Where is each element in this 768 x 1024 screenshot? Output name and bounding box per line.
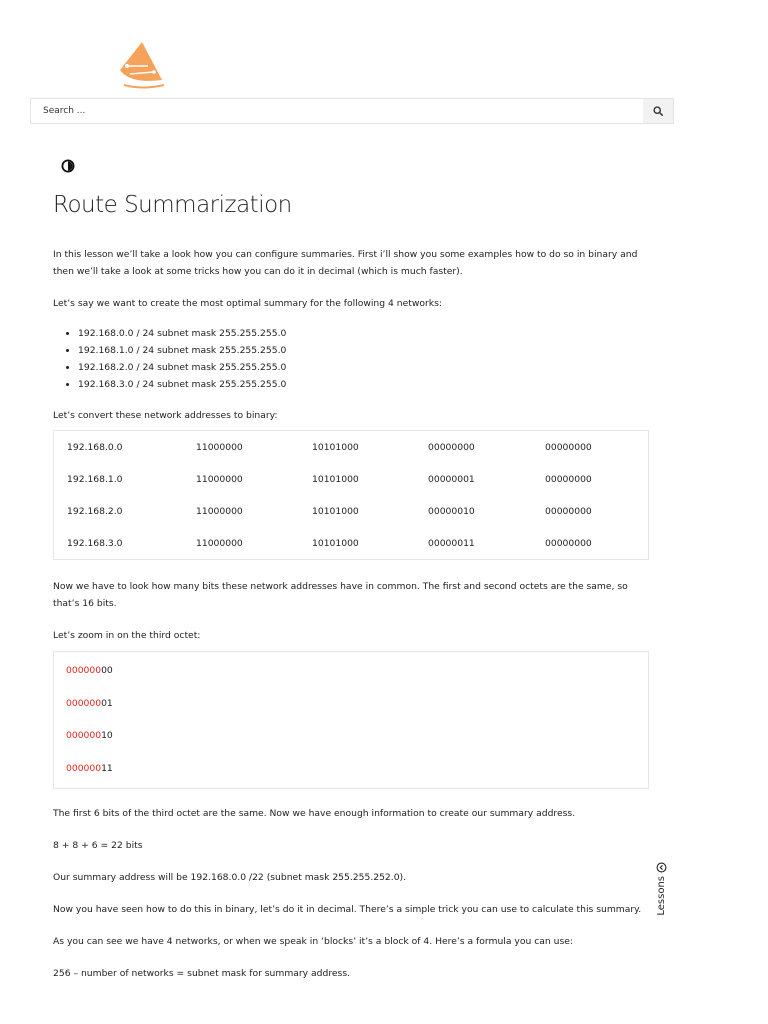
theme-toggle-button[interactable] xyxy=(59,157,77,175)
table-cell: 10101000 xyxy=(312,441,359,453)
table-cell: 10101000 xyxy=(312,473,359,485)
table-cell: 00000000 xyxy=(428,441,475,453)
zoom-paragraph: Let’s zoom in on the third octet: xyxy=(53,630,201,641)
table-cell: 00000000 xyxy=(545,441,592,453)
table-cell: 11000000 xyxy=(196,505,243,517)
table-row xyxy=(54,463,649,495)
intro-paragraph: In this lesson we’ll take a look how you can configure summaries. First i’ll show you some examples how to do so in binary and then we’ll take a look at some tricks how you can do it in decimal (which is much faster). xyxy=(53,249,638,277)
first-bits-paragraph: The first 6 bits of the third octet are the same. Now we have enough information to create our summary address. xyxy=(53,808,576,819)
table-cell: 00000011 xyxy=(428,537,475,549)
decimal-paragraph: Now you have seen how to do this in binary, let’s do it in decimal. There’s a simple trick you can use to calculate this summary. xyxy=(53,904,642,915)
table-cell: 192.168.1.0 xyxy=(67,473,123,485)
octet-common-bits: 000000 xyxy=(66,730,102,741)
table-cell: 00000001 xyxy=(428,473,475,485)
formula-paragraph: 256 – number of networks = subnet mask for summary address. xyxy=(53,968,351,979)
third-octet-box xyxy=(53,651,649,789)
octet-common-bits: 000000 xyxy=(66,665,102,676)
table-cell: 10101000 xyxy=(312,537,359,549)
list-item: • 192.168.3.0 / 24 subnet mask 255.255.255.0 xyxy=(78,376,653,393)
table-cell: 10101000 xyxy=(312,505,359,517)
table-row xyxy=(54,431,649,464)
networks-lead-paragraph: Let’s say we want to create the most optimal summary for the following 4 networks: xyxy=(53,298,442,309)
table-cell: 11000000 xyxy=(196,473,243,485)
search-icon xyxy=(653,106,663,116)
common-bits-paragraph: Now we have to look how many bits these network addresses have in common. The first and second octets are the same, so that’s 16 bits. xyxy=(53,581,628,609)
sail-logo-icon xyxy=(118,40,166,90)
search-bar xyxy=(30,98,674,124)
list-item: • 192.168.0.0 / 24 subnet mask 255.255.255.0 xyxy=(78,325,653,342)
table-cell: 11000000 xyxy=(196,441,243,453)
lessons-tab[interactable] xyxy=(652,862,670,926)
chevron-circle-icon xyxy=(656,862,667,873)
table-row xyxy=(54,495,649,527)
search-input[interactable] xyxy=(31,99,643,123)
lessons-label: Lessons xyxy=(655,876,667,916)
bits-sum-paragraph: 8 + 8 + 6 = 22 bits xyxy=(53,840,143,851)
octet-common-bits: 000000 xyxy=(66,697,102,709)
convert-paragraph: Let’s convert these network addresses to binary: xyxy=(53,410,278,421)
octet-row xyxy=(54,720,648,753)
table-cell: 00000000 xyxy=(545,537,592,549)
blocks-paragraph: As you can see we have 4 networks, or when we speak in ‘blocks’ it’s a block of 4. Here’s a formula you can use: xyxy=(53,936,573,947)
table-cell: 192.168.3.0 xyxy=(67,537,123,549)
page-title: Route Summarization xyxy=(53,192,292,218)
octet-diff-bits: 11 xyxy=(101,762,113,774)
octet-common-bits: 000000 xyxy=(66,762,102,774)
article-content xyxy=(53,246,653,997)
table-cell: 00000000 xyxy=(545,473,592,485)
octet-diff-bits: 10 xyxy=(101,730,113,741)
table-cell: 00000010 xyxy=(428,505,475,517)
network-list xyxy=(53,325,653,393)
table-cell: 00000000 xyxy=(545,505,592,517)
summary-address-paragraph: Our summary address will be 192.168.0.0 /22 (subnet mask 255.255.252.0). xyxy=(53,872,407,883)
table-row xyxy=(54,527,649,560)
search-button[interactable] xyxy=(643,99,673,123)
table-cell: 192.168.0.0 xyxy=(67,441,123,453)
octet-row xyxy=(54,753,648,786)
octet-diff-bits: 01 xyxy=(101,697,113,709)
table-cell: 11000000 xyxy=(196,537,243,549)
list-item: • 192.168.2.0 / 24 subnet mask 255.255.255.0 xyxy=(78,359,653,376)
table-cell: 192.168.2.0 xyxy=(67,505,123,517)
contrast-icon xyxy=(59,157,77,175)
binary-table xyxy=(53,430,649,560)
octet-diff-bits: 00 xyxy=(101,665,113,676)
octet-row xyxy=(54,688,648,721)
list-item: • 192.168.1.0 / 24 subnet mask 255.255.255.0 xyxy=(78,342,653,359)
octet-row xyxy=(54,655,648,688)
site-logo[interactable] xyxy=(118,40,166,90)
